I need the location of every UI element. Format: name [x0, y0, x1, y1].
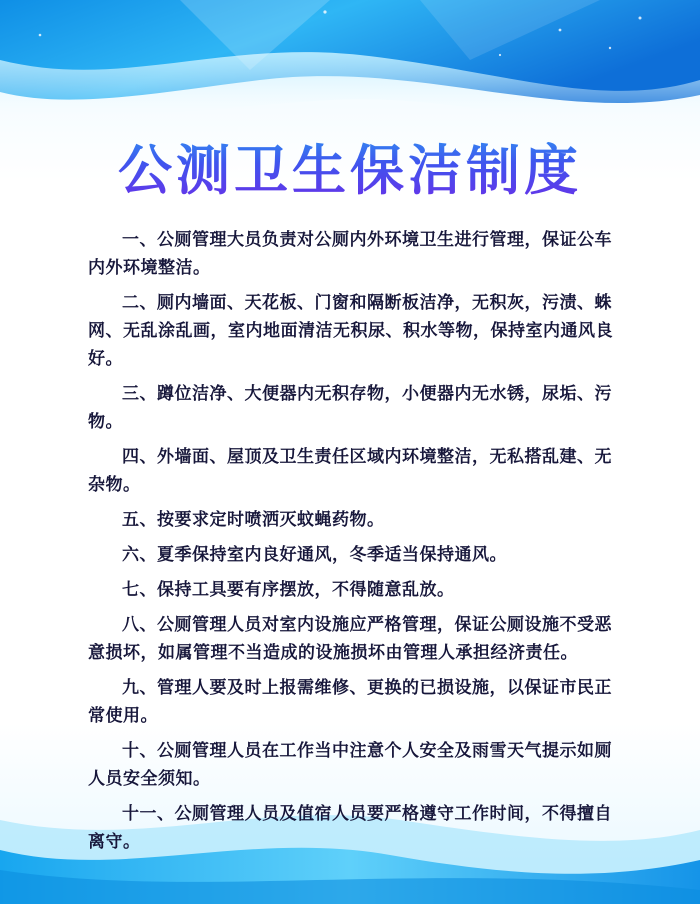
rule-item: 三、蹲位洁净、大便器内无积存物，小便器内无水锈，尿垢、污物。: [88, 384, 612, 432]
rules-list: [88, 226, 628, 863]
rule-item: 七、保持工具要有序摆放，不得随意乱放。: [122, 580, 455, 600]
rule-item: 四、外墙面、屋顶及卫生责任区域内环境整洁，无私搭乱建、无杂物。: [88, 447, 612, 495]
rule-item: 十、公厕管理人员在工作当中注意个人安全及雨雪天气提示如厕人员安全须知。: [88, 741, 612, 789]
rule-item: 六、夏季保持室内良好通风，冬季适当保持通风。: [122, 545, 507, 565]
rule-item: 十一、公厕管理人员及值宿人员要严格遵守工作时间，不得擅自离守。: [88, 804, 612, 852]
rule-item: 一、公厕管理大员负责对公厕内外环境卫生进行管理，保证公车内外环境整洁。: [88, 230, 612, 278]
rule-item: 九、管理人要及时上报需维修、更换的已损设施，以保证市民正常使用。: [88, 678, 612, 726]
page-title: 公测卫生保洁制度: [0, 128, 700, 205]
rule-item: 五、按要求定时喷洒灭蚊蝇药物。: [122, 510, 385, 530]
rule-item: 八、公厕管理人员对室内设施应严格管理，保证公厕设施不受恶意损坏，如属管理不当造成的设施损坏由管理人承担经济责任。: [88, 615, 612, 663]
rule-item: 二、厕内墙面、天花板、门窗和隔断板洁净，无积灰，污渍、蛛网、无乱涂乱画，室内地面清洁无积尿、积水等物，保持室内通风良好。: [88, 293, 613, 369]
